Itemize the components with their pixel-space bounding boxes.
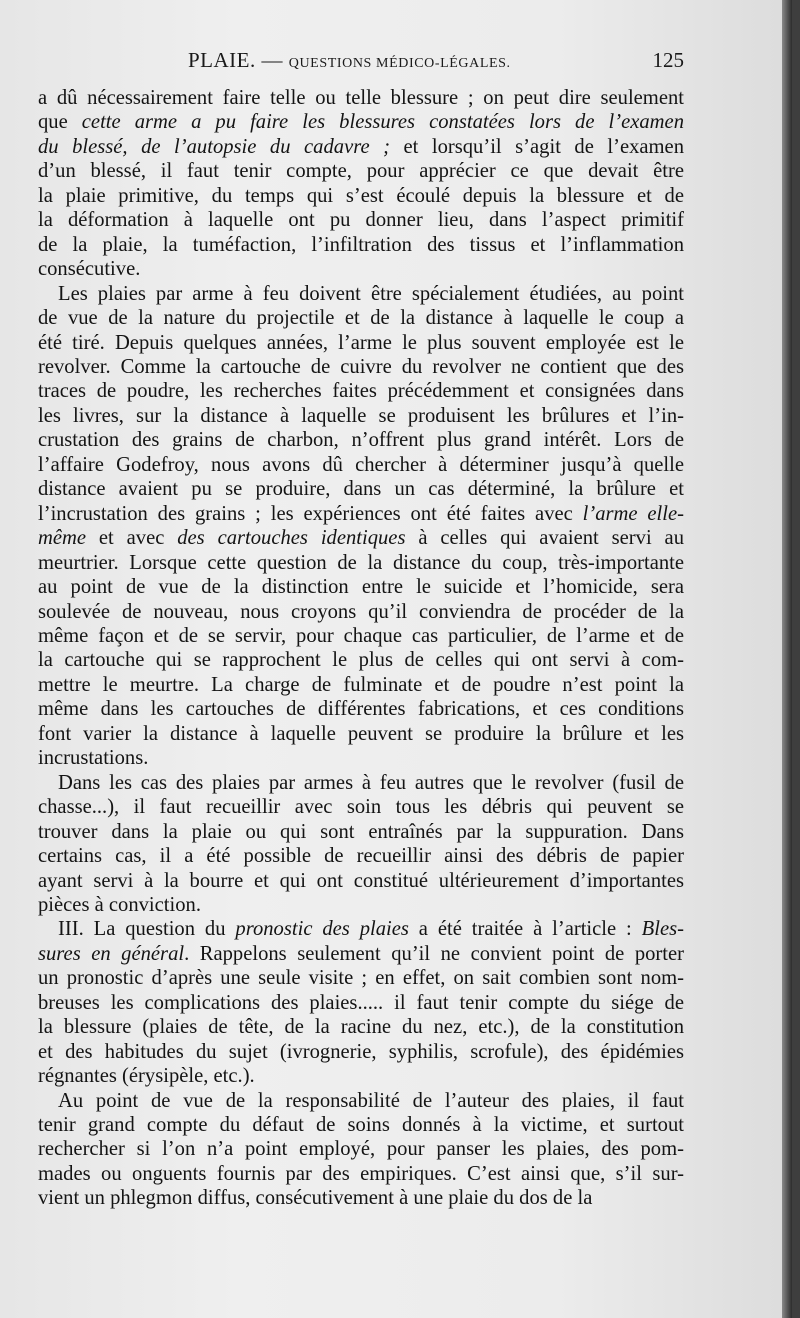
text-line: et des habitudes du sujet (ivrognerie, syphilis, scrofule), des épidémies (38, 1040, 684, 1063)
text-line: III. La question du pronostic des plaies a été traitée à l’article : Bles- (58, 918, 684, 941)
text-line: Au point de vue de la responsabilité de l’auteur des plaies, il faut (58, 1089, 684, 1112)
page-edge-shadow (782, 0, 792, 1318)
running-title-sub: QUESTIONS MÉDICO-LÉGALES. (288, 56, 511, 71)
text-line: rechercher si l’on n’a point employé, pour panser les plaies, des pom- (38, 1138, 684, 1161)
text-line: de vue de la nature du projectile et de la distance à laquelle le coup a (38, 307, 684, 330)
text-line: incrustations. (38, 747, 149, 770)
text-line: trouver dans la plaie ou qui sont entraînés par la suppuration. Dans (38, 820, 684, 843)
text-line: l’incrustation des grains ; les expériences ont été faites avec l’arme elle- (38, 502, 684, 525)
text-line: les livres, sur la distance à laquelle se produisent les brûlures et l’in- (38, 404, 684, 427)
running-title-dash: — (261, 48, 283, 72)
text-line: chasse...), il faut recueillir avec soin tous les débris qui peuvent se (38, 796, 684, 819)
text-line: consécutive. (38, 258, 141, 281)
running-title (188, 48, 511, 73)
text-line: mettre le meurtre. La charge de fulminate et de poudre n’est point la (38, 673, 684, 696)
text-line: tenir grand compte du défaut de soins donnés à la victime, et surtout (38, 1114, 684, 1137)
text-line: mades ou onguents fournis par des empiriques. C’est ainsi que, s’il sur- (38, 1162, 684, 1185)
text-line: soulevée de nouveau, nous croyons qu’il conviendra de procéder de la (38, 600, 684, 623)
text-line: d’un blessé, il faut tenir compte, pour apprécier ce que devait être (38, 160, 684, 183)
text-line: certains cas, il a été possible de recueillir ainsi des débris de papier (38, 845, 684, 868)
text-line: la déformation à laquelle ont pu donner lieu, dans l’aspect primitif (38, 209, 684, 232)
paragraph (38, 282, 684, 771)
text-line: crustation des grains de charbon, n’offrent plus grand intérêt. Lors de (38, 429, 684, 452)
text-line: au point de vue de la distinction entre le suicide et l’homicide, sera (38, 576, 684, 599)
text-line: même façon et de se servir, pour chaque cas particulier, de l’arme et de (38, 624, 684, 647)
text-line: Dans les cas des plaies par armes à feu autres que le revolver (fusil de (58, 771, 684, 794)
text-line: de la plaie, la tuméfaction, l’infiltration des tissus et l’inflammation (38, 233, 684, 256)
text-line: que cette arme a pu faire les blessures constatées lors de l’examen (38, 111, 684, 134)
text-line: la blessure (plaies de tête, de la racine du nez, etc.), de la constitution (38, 1016, 684, 1039)
text-line: distance avaient pu se produire, dans un cas déterminé, la brûlure et (38, 478, 684, 501)
text-line: sures en général. Rappelons seulement qu’il ne convient point de porter (38, 942, 684, 965)
text-line: du blessé, de l’autopsie du cadavre ; et lorsqu’il s’agit de l’examen (38, 135, 684, 158)
text-line: revolver. Comme la cartouche de cuivre du revolver ne contient que des (38, 355, 684, 378)
text-line: été tiré. Depuis quelques années, l’arme le plus souvent employée est le (38, 331, 684, 354)
text-line: vient un phlegmon diffus, consécutivement à une plaie du dos de la (38, 1187, 593, 1210)
text-line: la cartouche qui se rapprochent le plus de celles qui ont servi à com- (38, 649, 684, 672)
text-line: Les plaies par arme à feu doivent être spécialement étudiées, au point (58, 282, 684, 305)
paragraph (38, 1089, 684, 1211)
text-line: meurtrier. Lorsque cette question de la distance du coup, très-importante (38, 551, 684, 574)
text-line: la plaie primitive, du temps qui s’est écoulé depuis la blessure et de (38, 184, 684, 207)
running-title-main: PLAIE. (188, 48, 256, 72)
text-line: régnantes (érysipèle, etc.). (38, 1065, 255, 1088)
text-line: l’affaire Godefroy, nous avons dû chercher à déterminer jusqu’à quelle (38, 453, 684, 476)
text-line: même et avec des cartouches identiques à celles qui avaient servi au (38, 527, 684, 550)
page-number: 125 (652, 48, 684, 72)
text-line: breuses les complications des plaies..... il faut tenir compte du siége de (38, 991, 684, 1014)
text-line: font varier la distance à laquelle peuvent se produire la brûlure et les (38, 722, 684, 745)
paragraph (38, 86, 684, 282)
text-line: ayant servi à la bourre et qui ont constitué ultérieurement d’importantes (38, 869, 684, 892)
text-line: pièces à conviction. (38, 893, 201, 916)
text-line: a dû nécessairement faire telle ou telle blessure ; on peut dire seulement (38, 87, 684, 109)
text-line: traces de poudre, les recherches faites précédemment et consignées dans (38, 380, 684, 403)
text-line: un pronostic d’après une seule visite ; en effet, on sait combien sont nom- (38, 967, 684, 990)
running-header (38, 48, 684, 76)
paragraph (38, 771, 684, 918)
paragraph (38, 917, 684, 1088)
body-text (38, 86, 684, 1211)
text-line: même dans les cartouches de différentes fabrications, et ces conditions (38, 698, 684, 721)
